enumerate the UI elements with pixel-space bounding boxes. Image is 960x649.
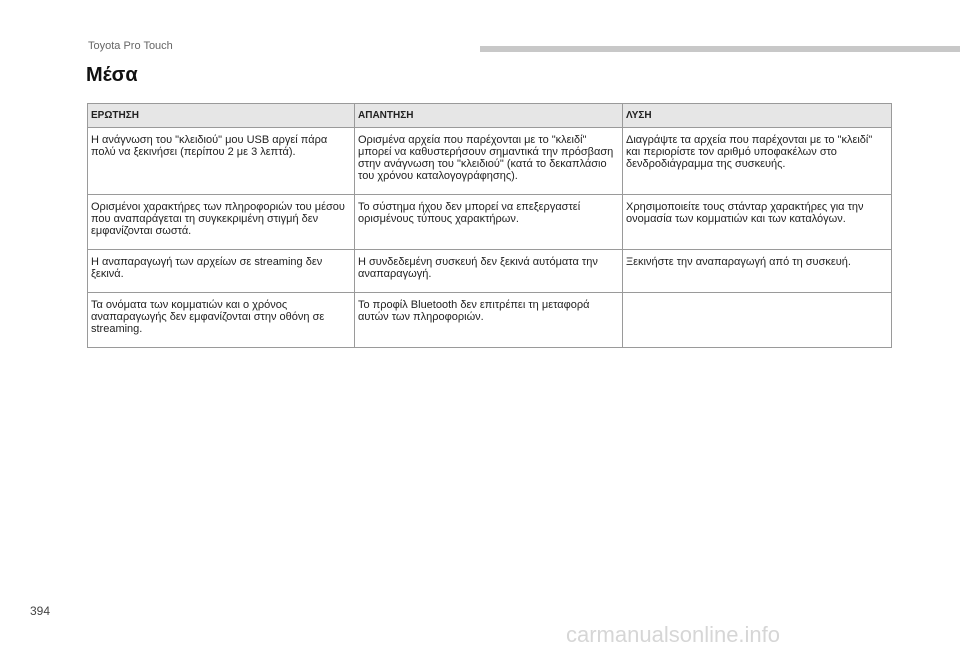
solution-cell: Ξεκινήστε την αναπαραγωγή από τη συσκευή. xyxy=(623,250,892,293)
section-title: Μέσα xyxy=(86,64,138,86)
question-cell: Τα ονόματα των κομματιών και ο χρόνος αναπαραγωγής δεν εμφανίζονται στην οθόνη σε streaming. xyxy=(88,293,355,348)
table-row xyxy=(88,195,892,250)
solution-cell xyxy=(623,293,892,348)
answer-cell: Το προφίλ Bluetooth δεν επιτρέπει τη μεταφορά αυτών των πληροφοριών. xyxy=(355,293,623,348)
header-brand: Toyota Pro Touch xyxy=(88,40,173,52)
column-header-question: ΕΡΩΤΗΣΗ xyxy=(88,104,355,128)
question-cell: Η αναπαραγωγή των αρχείων σε streaming δεν ξεκινά. xyxy=(88,250,355,293)
answer-cell: Ορισμένα αρχεία που παρέχονται με το "κλειδί" μπορεί να καθυστερήσουν σημαντικά την πρόσβαση στην ανάγνωση του "κλειδιού" (κατά το δεκαπλάσιο του χρόνου καταλογογράφησης). xyxy=(355,128,623,195)
answer-cell: Η συνδεδεμένη συσκευή δεν ξεκινά αυτόματα την αναπαραγωγή. xyxy=(355,250,623,293)
solution-cell: Διαγράψτε τα αρχεία που παρέχονται με το "κλειδί" και περιορίστε τον αριθμό υποφακέλων στο δενδροδιάγραμμα της συσκευής. xyxy=(623,128,892,195)
table-row xyxy=(88,250,892,293)
column-header-solution: ΛΥΣΗ xyxy=(623,104,892,128)
table-header-row xyxy=(88,104,892,128)
question-cell: Η ανάγνωση του "κλειδιού" μου USB αργεί πάρα πολύ να ξεκινήσει (περίπου 2 με 3 λεπτά). xyxy=(88,128,355,195)
answer-cell: Το σύστημα ήχου δεν μπορεί να επεξεργαστεί ορισμένους τύπους χαρακτήρων. xyxy=(355,195,623,250)
faq-table xyxy=(87,103,892,348)
header-bar xyxy=(480,46,960,52)
table-row xyxy=(88,128,892,195)
table-row xyxy=(88,293,892,348)
column-header-answer: ΑΠΑΝΤΗΣΗ xyxy=(355,104,623,128)
page-number: 394 xyxy=(30,604,51,618)
question-cell: Ορισμένοι χαρακτήρες των πληροφοριών του μέσου που αναπαράγεται τη συγκεκριμένη στιγμή δεν εμφανίζονται σωστά. xyxy=(88,195,355,250)
solution-cell: Χρησιμοποιείτε τους στάνταρ χαρακτήρες για την ονομασία των κομματιών και των καταλόγων. xyxy=(623,195,892,250)
watermark: carmanualsonline.info xyxy=(566,622,781,647)
